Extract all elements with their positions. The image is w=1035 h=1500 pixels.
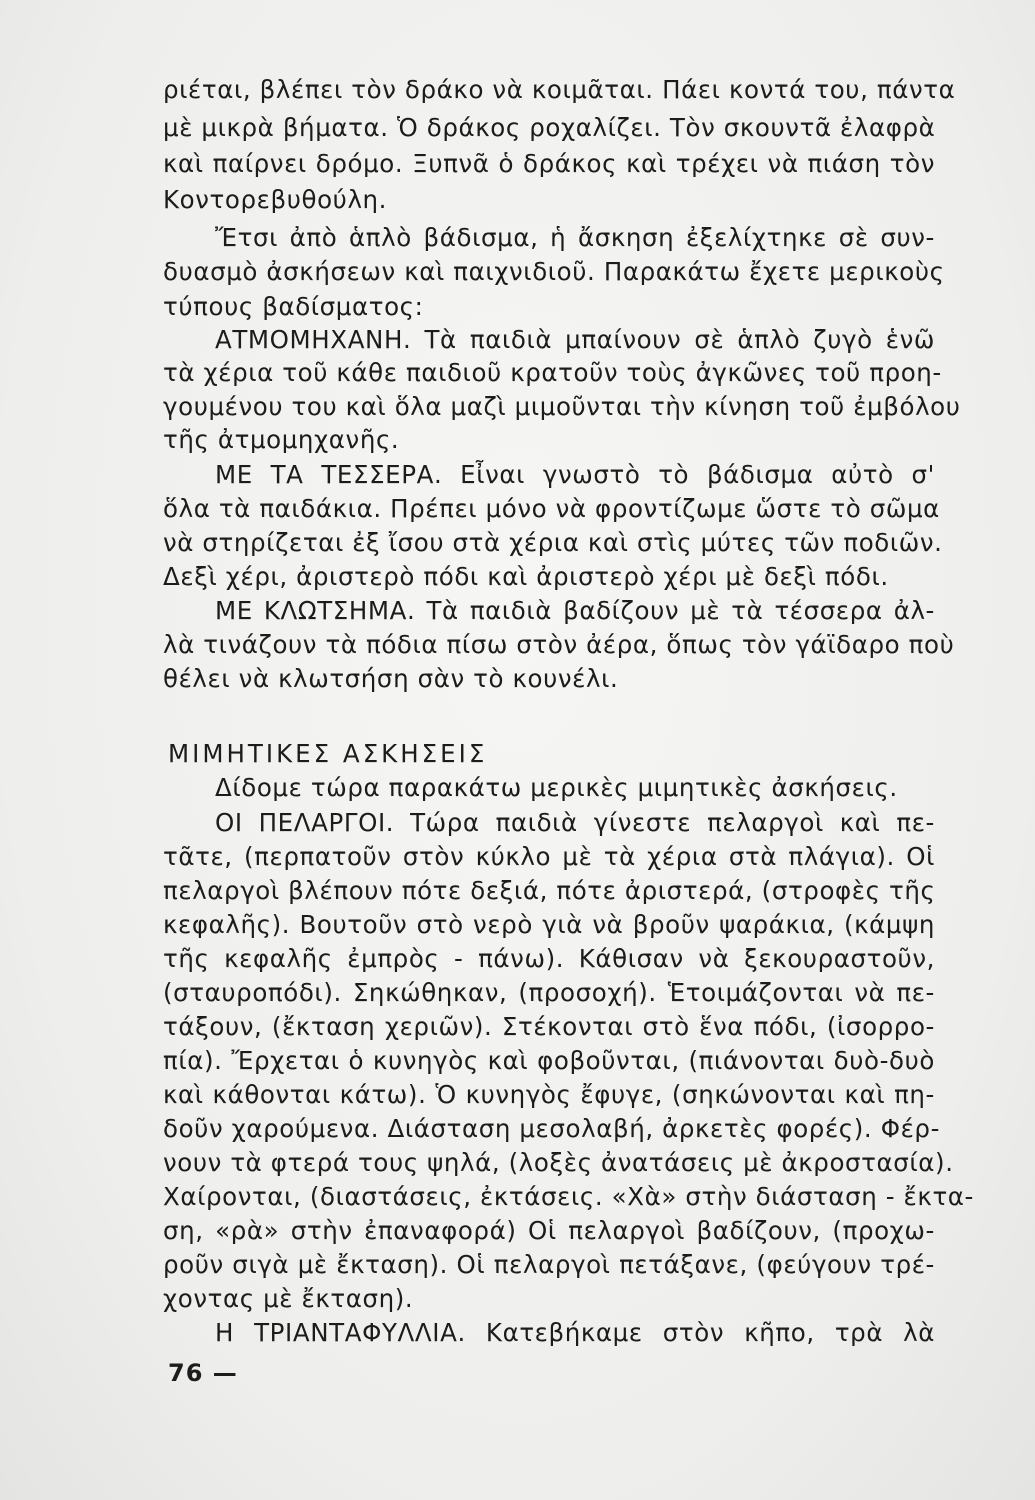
text-line: λὰ τινάζουν τὰ πόδια πίσω στὸν ἀέρα, ὅπως τὸν γάϊδαρο ποὺ bbox=[163, 630, 955, 659]
text-line: ὅλα τὰ παιδάκια. Πρέπει μόνο νὰ φροντίζωμε ὥστε τὸ σῶμα bbox=[163, 494, 940, 523]
text-line: τὰ χέρια τοῦ κάθε παιδιοῦ κρατοῦν τοὺς ἀγκῶνες τοῦ προη- bbox=[163, 358, 942, 387]
text-line: ΑΤΜΟΜΗΧΑΝΗ. Τὰ παιδιὰ μπαίνουν σὲ ἁπλὸ ζυγὸ ἑνῶ bbox=[215, 325, 935, 354]
text-line: γουμένου του καὶ ὅλα μαζὶ μιμοῦνται τὴν κίνηση τοῦ ἐμβόλου bbox=[163, 392, 961, 421]
text-line: χοντας μὲ ἔκταση). bbox=[163, 1284, 414, 1313]
text-line: ΜΕ ΚΛΩΤΣΗΜΑ. Τὰ παιδιὰ βαδίζουν μὲ τὰ τέσσερα ἀλ- bbox=[215, 596, 935, 625]
text-line: ροῦν σιγὰ μὲ ἔκταση). Οἱ πελαργοὶ πετάξανε, (φεύγουν τρέ- bbox=[163, 1250, 935, 1279]
text-line: δυασμὸ ἀσκήσεων καὶ παιχνιδιοῦ. Παρακάτω ἔχετε μερικοὺς bbox=[163, 257, 945, 286]
text-line: ΜΕ ΤΑ ΤΕΣΣΕΡΑ. Εἶναι γνωστὸ τὸ βάδισμα αὐτὸ σ' bbox=[215, 460, 935, 489]
text-line: καὶ κάθονται κάτω). Ὁ κυνηγὸς ἔφυγε, (σηκώνονται καὶ πη- bbox=[163, 1080, 935, 1109]
text-line: νουν τὰ φτερά τους ψηλά, (λοξὲς ἀνατάσεις μὲ ἀκροστασία). bbox=[163, 1148, 954, 1177]
text-line: Ἔτσι ἀπὸ ἁπλὸ βάδισμα, ἡ ἄσκηση ἐξελίχτηκε σὲ συν- bbox=[215, 223, 935, 252]
text-line: κεφαλῆς). Βουτοῦν στὸ νερὸ γιὰ νὰ βροῦν ψαράκια, (κάμψη bbox=[163, 910, 935, 939]
text-line: ση, «ρὰ» στὴν ἐπαναφορά) Οἱ πελαργοὶ βαδίζουν, (προχω- bbox=[163, 1216, 935, 1245]
text-line: τᾶτε, (περπατοῦν στὸν κύκλο μὲ τὰ χέρια στὰ πλάγια). Οἱ bbox=[163, 842, 935, 871]
text-line: δοῦν χαρούμενα. Διάσταση μεσολαβή, ἀρκετὲς φορές). Φέρ- bbox=[163, 1114, 941, 1143]
text-line: Χαίρονται, (διαστάσεις, ἐκτάσεις. «Χὰ» στὴν διάσταση - ἔκτα- bbox=[163, 1182, 974, 1211]
text-line: πελαργοὶ βλέπουν πότε δεξιά, πότε ἀριστερά, (στροφὲς τῆς bbox=[163, 876, 936, 905]
section-heading: ΜΙΜΗΤΙΚΕΣ ΑΣΚΗΣΕΙΣ bbox=[168, 739, 488, 768]
text-line: τύπους βαδίσματος: bbox=[163, 292, 424, 321]
text-line: Δίδομε τώρα παρακάτω μερικὲς μιμητικὲς ἀσκήσεις. bbox=[215, 773, 898, 802]
text-line: καὶ παίρνει δρόμο. Ξυπνᾶ ὁ δράκος καὶ τρέχει νὰ πιάση τὸν bbox=[163, 149, 935, 178]
text-line: τῆς κεφαλῆς ἐμπρὸς - πάνω). Κάθισαν νὰ ξεκουραστοῦν, bbox=[163, 944, 935, 973]
text-line: (σταυροπόδι). Σηκώθηκαν, (προσοχή). Ἑτοιμάζονται νὰ πε- bbox=[163, 978, 935, 1007]
text-line: τῆς ἀτμομηχανῆς. bbox=[163, 425, 400, 454]
text-line: ΟΙ ΠΕΛΑΡΓΟΙ. Τώρα παιδιὰ γίνεστε πελαργοὶ καὶ πε- bbox=[215, 808, 935, 837]
text-line: πία). Ἔρχεται ὁ κυνηγὸς καὶ φοβοῦνται, (πιάνονται δυὸ-δυὸ bbox=[163, 1046, 935, 1075]
text-line: Κοντορεβυθούλη. bbox=[163, 185, 388, 214]
text-line: τάξουν, (ἔκταση χεριῶν). Στέκονται στὸ ἕνα πόδι, (ἰσορρο- bbox=[163, 1012, 935, 1041]
text-line: ριέται, βλέπει τὸν δράκο νὰ κοιμᾶται. Πάει κοντά του, πάντα bbox=[163, 75, 956, 104]
text-line: Η ΤΡΙΑΝΤΑΦΥΛΛΙΑ. Κατεβήκαμε στὸν κῆπο, τρὰ λὰ bbox=[215, 1318, 935, 1347]
text-line: Δεξὶ χέρι, ἀριστερὸ πόδι καὶ ἀριστερὸ χέρι μὲ δεξὶ πόδι. bbox=[163, 562, 889, 591]
text-line: νὰ στηρίζεται ἐξ ἴσου στὰ χέρια καὶ στὶς μύτες τῶν ποδιῶν. bbox=[163, 528, 943, 557]
text-line: μὲ μικρὰ βήματα. Ὁ δράκος ροχαλίζει. Τὸν σκουντᾶ ἐλαφρὰ bbox=[163, 113, 936, 142]
text-line: θέλει νὰ κλωτσήση σὰν τὸ κουνέλι. bbox=[163, 664, 619, 693]
page-number: 76 — bbox=[168, 1359, 238, 1387]
